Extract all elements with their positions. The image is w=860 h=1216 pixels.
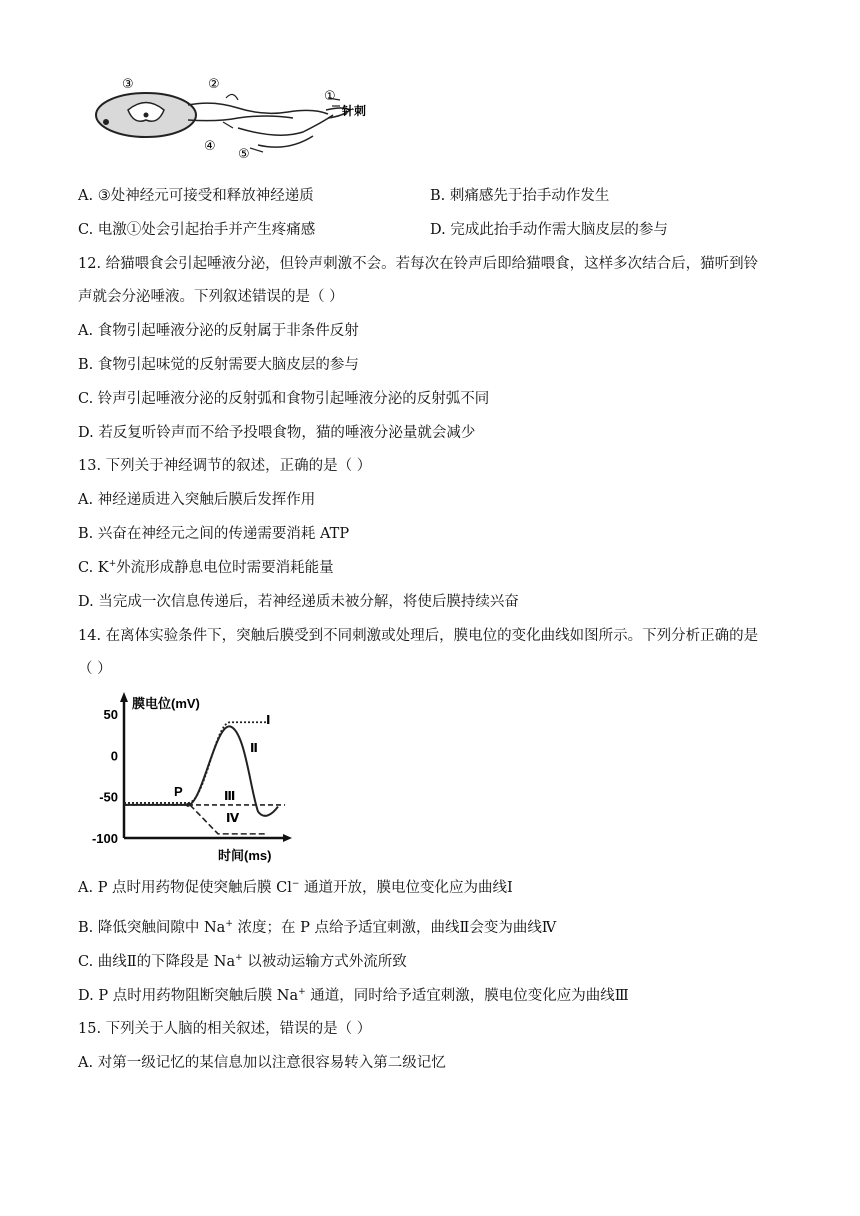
reflex-arc-figure xyxy=(88,70,388,160)
q12-stem-line2: 声就会分泌唾液。下列叙述错误的是（ ） xyxy=(78,289,344,305)
label-5: ⑤ xyxy=(238,146,250,160)
q13-stem: 13. 下列关于神经调节的叙述，正确的是（ ） xyxy=(78,458,372,474)
q12-option-d: D. 若反复听铃声而不给予投喂食物，猫的唾液分泌量就会减少 xyxy=(78,425,476,441)
q11-option-a: A. ③处神经元可接受和释放神经递质 xyxy=(78,188,314,204)
q14-option-c: C. 曲线Ⅱ的下降段是 Na+ 以被动运输方式外流所致 xyxy=(78,953,407,970)
series-label-iii: Ⅲ xyxy=(224,789,236,803)
series-label-ii: Ⅱ xyxy=(250,741,258,755)
label-4: ④ xyxy=(204,138,216,153)
q12-option-a: A. 食物引起唾液分泌的反射属于非条件反射 xyxy=(78,323,359,339)
label-1: ① xyxy=(324,88,336,103)
q13-option-d: D. 当完成一次信息传递后，若神经递质未被分解，将使后膜持续兴奋 xyxy=(78,594,519,610)
point-p-label: P xyxy=(174,784,183,799)
q14-option-d: D. P 点时用药物阻断突触后膜 Na+ 通道，同时给予适宜刺激，膜电位变化应为曲线Ⅲ xyxy=(78,987,629,1004)
q15-option-a: A. 对第一级记忆的某信息加以注意很容易转入第二级记忆 xyxy=(78,1055,446,1071)
y-tick-label: -50 xyxy=(99,789,118,805)
q12-option-b: B. 食物引起味觉的反射需要大脑皮层的参与 xyxy=(78,357,359,373)
q14-stem-line1: 14. 在离体实验条件下，突触后膜受到不同刺激或处理后，膜电位的变化曲线如图所示。下列分析正确的是 xyxy=(78,628,759,644)
q14-stem-line2: （ ） xyxy=(78,661,112,677)
y-axis-label: 膜电位(mV) xyxy=(132,696,200,711)
q14-option-a: A. P 点时用药物促使突触后膜 Cl− 通道开放，膜电位变化应为曲线Ⅰ xyxy=(78,879,513,896)
series-label-i: Ⅰ xyxy=(266,713,271,727)
q15-stem: 15. 下列关于人脑的相关叙述，错误的是（ ） xyxy=(78,1021,372,1037)
label-2: ② xyxy=(208,76,220,91)
q12-option-c: C. 铃声引起唾液分泌的反射弧和食物引起唾液分泌的反射弧不同 xyxy=(78,391,490,407)
q13-option-b: B. 兴奋在神经元之间的传递需要消耗 ATP xyxy=(78,526,350,542)
q11-option-b: B. 刺痛感先于抬手动作发生 xyxy=(430,188,610,204)
x-axis-label: 时间(ms) xyxy=(218,848,272,863)
label-3: ③ xyxy=(122,76,134,91)
q11-option-c: C. 电激①处会引起抬手并产生疼痛感 xyxy=(78,222,316,238)
q14-option-b: B. 降低突触间隙中 Na+ 浓度；在 P 点给予适宜刺激，曲线Ⅱ会变为曲线Ⅳ xyxy=(78,919,557,936)
curve-ii xyxy=(124,726,278,815)
series-label-iv: Ⅳ xyxy=(226,811,240,825)
y-tick-label: 0 xyxy=(110,748,118,764)
y-tick-label: 50 xyxy=(103,707,118,722)
q13-option-a: A. 神经递质进入突触后膜后发挥作用 xyxy=(78,492,316,508)
needle-label: 针刺 xyxy=(342,104,367,118)
q11-option-d: D. 完成此抬手动作需大脑皮层的参与 xyxy=(430,222,668,238)
y-tick-label: -100 xyxy=(91,831,118,846)
point-p-marker xyxy=(186,803,190,807)
curve-i xyxy=(124,722,266,803)
q12-stem-line1: 12. 给猫喂食会引起唾液分泌，但铃声刺激不会。若每次在铃声后即给猫喂食，这样多次结合后，猫听到铃 xyxy=(78,256,759,272)
q13-option-c: C. K+外流形成静息电位时需要消耗能量 xyxy=(78,559,334,576)
membrane-potential-chart xyxy=(80,688,300,868)
